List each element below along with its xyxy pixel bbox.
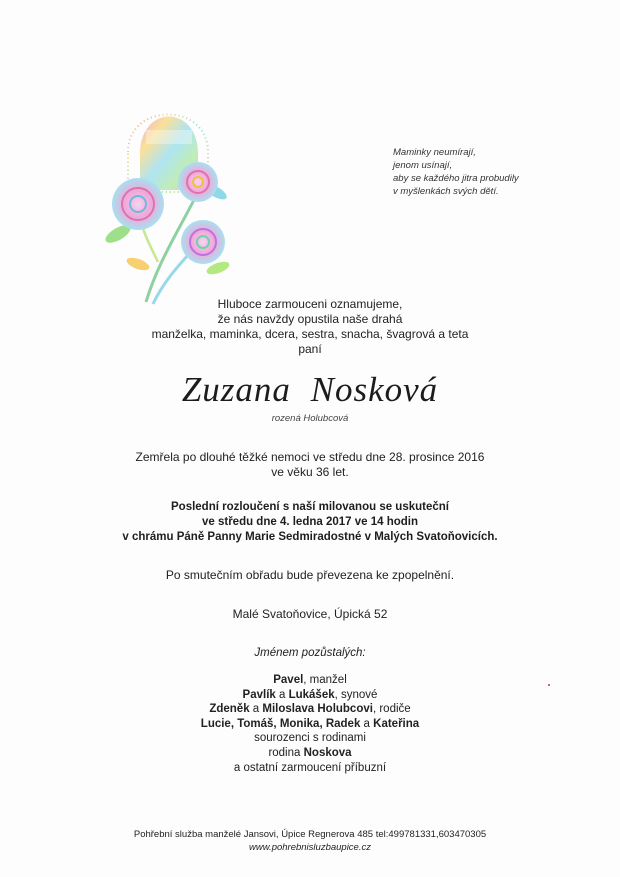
mourner-line: [0, 717, 620, 732]
mourner-name: Noskova: [303, 746, 352, 759]
funeral-line: v chrámu Páně Panny Marie Sedmiradostné v Malých Svatoňovicích.: [122, 531, 498, 543]
service-contact: Pohřební služba manželé Jansovi, Úpice Regnerova 485 tel:499781331,603470305: [133, 829, 487, 840]
mourner-relation: , synové: [334, 688, 378, 701]
intro-line: paní: [298, 342, 322, 356]
mourner-name: Pavlík: [242, 688, 276, 701]
intro-line: manželka, maminka, dcera, sestra, snacha, švagrová a teta: [151, 327, 469, 341]
funeral-service-footer: [0, 829, 620, 854]
deceased-name: Zuzana Nosková: [181, 370, 439, 409]
mourner-name: Zdeněk: [209, 703, 250, 716]
mourner-name: Kateřina: [373, 717, 420, 730]
mourner-name: Lucie, Tomáš, Monika, Radek: [200, 717, 361, 730]
family-address: Malé Svatoňovice, Úpická 52: [232, 607, 388, 621]
mourners-list: [0, 673, 620, 775]
memorial-quote: [393, 146, 593, 198]
quote-line: v myšlenkách svých dětí.: [393, 186, 499, 197]
on-behalf-heading: Jménem pozůstalých:: [254, 647, 366, 659]
intro-line: že nás navždy opustila naše drahá: [217, 312, 403, 326]
service-website-link[interactable]: www.pohrebnisluzbaupice.cz: [249, 841, 371, 853]
conjunction: a: [275, 688, 289, 701]
paper-speck: [548, 684, 550, 686]
conjunction: a: [249, 703, 263, 716]
mourner-name: Miloslava Holubcovi: [262, 703, 373, 716]
mourner-line: [0, 746, 620, 761]
announcement-intro: [0, 297, 620, 357]
death-notice: [0, 450, 620, 480]
conjunction: a: [360, 717, 374, 730]
cremation-note: Po smutečním obřadu bude převezena ke zpopelnění.: [165, 568, 455, 582]
mourner-line: [0, 702, 620, 717]
death-line: ve věku 36 let.: [271, 465, 349, 479]
quote-line: aby se každého jitra probudily: [393, 173, 519, 184]
funeral-details: [0, 500, 620, 545]
rose-icon: [98, 82, 238, 312]
mourner-line: [0, 688, 620, 703]
mourner-line: a ostatní zarmoucení příbuzní: [233, 761, 387, 774]
funeral-line: Poslední rozloučení s naší milovanou se uskuteční: [171, 501, 449, 513]
mourner-name: Pavel: [273, 674, 304, 686]
maiden-name: rozená Holubcová: [271, 413, 349, 424]
quote-line: Maminky neumírají,: [393, 147, 476, 158]
mourner-name: Lukášek: [288, 688, 335, 701]
intro-line: Hluboce zarmouceni oznamujeme,: [217, 297, 403, 311]
mourner-line: [0, 673, 620, 688]
mourner-line: sourozenci s rodinami: [254, 732, 366, 745]
mourner-relation: , rodiče: [372, 703, 411, 716]
mourner-relation: rodina: [268, 746, 304, 759]
funeral-line: ve středu dne 4. ledna 2017 ve 14 hodin: [201, 516, 419, 528]
death-line: Zemřela po dlouhé těžké nemoci ve středu dne 28. prosince 2016: [135, 450, 485, 464]
mourner-relation: , manžel: [303, 674, 347, 686]
quote-line: jenom usínají,: [393, 160, 453, 171]
